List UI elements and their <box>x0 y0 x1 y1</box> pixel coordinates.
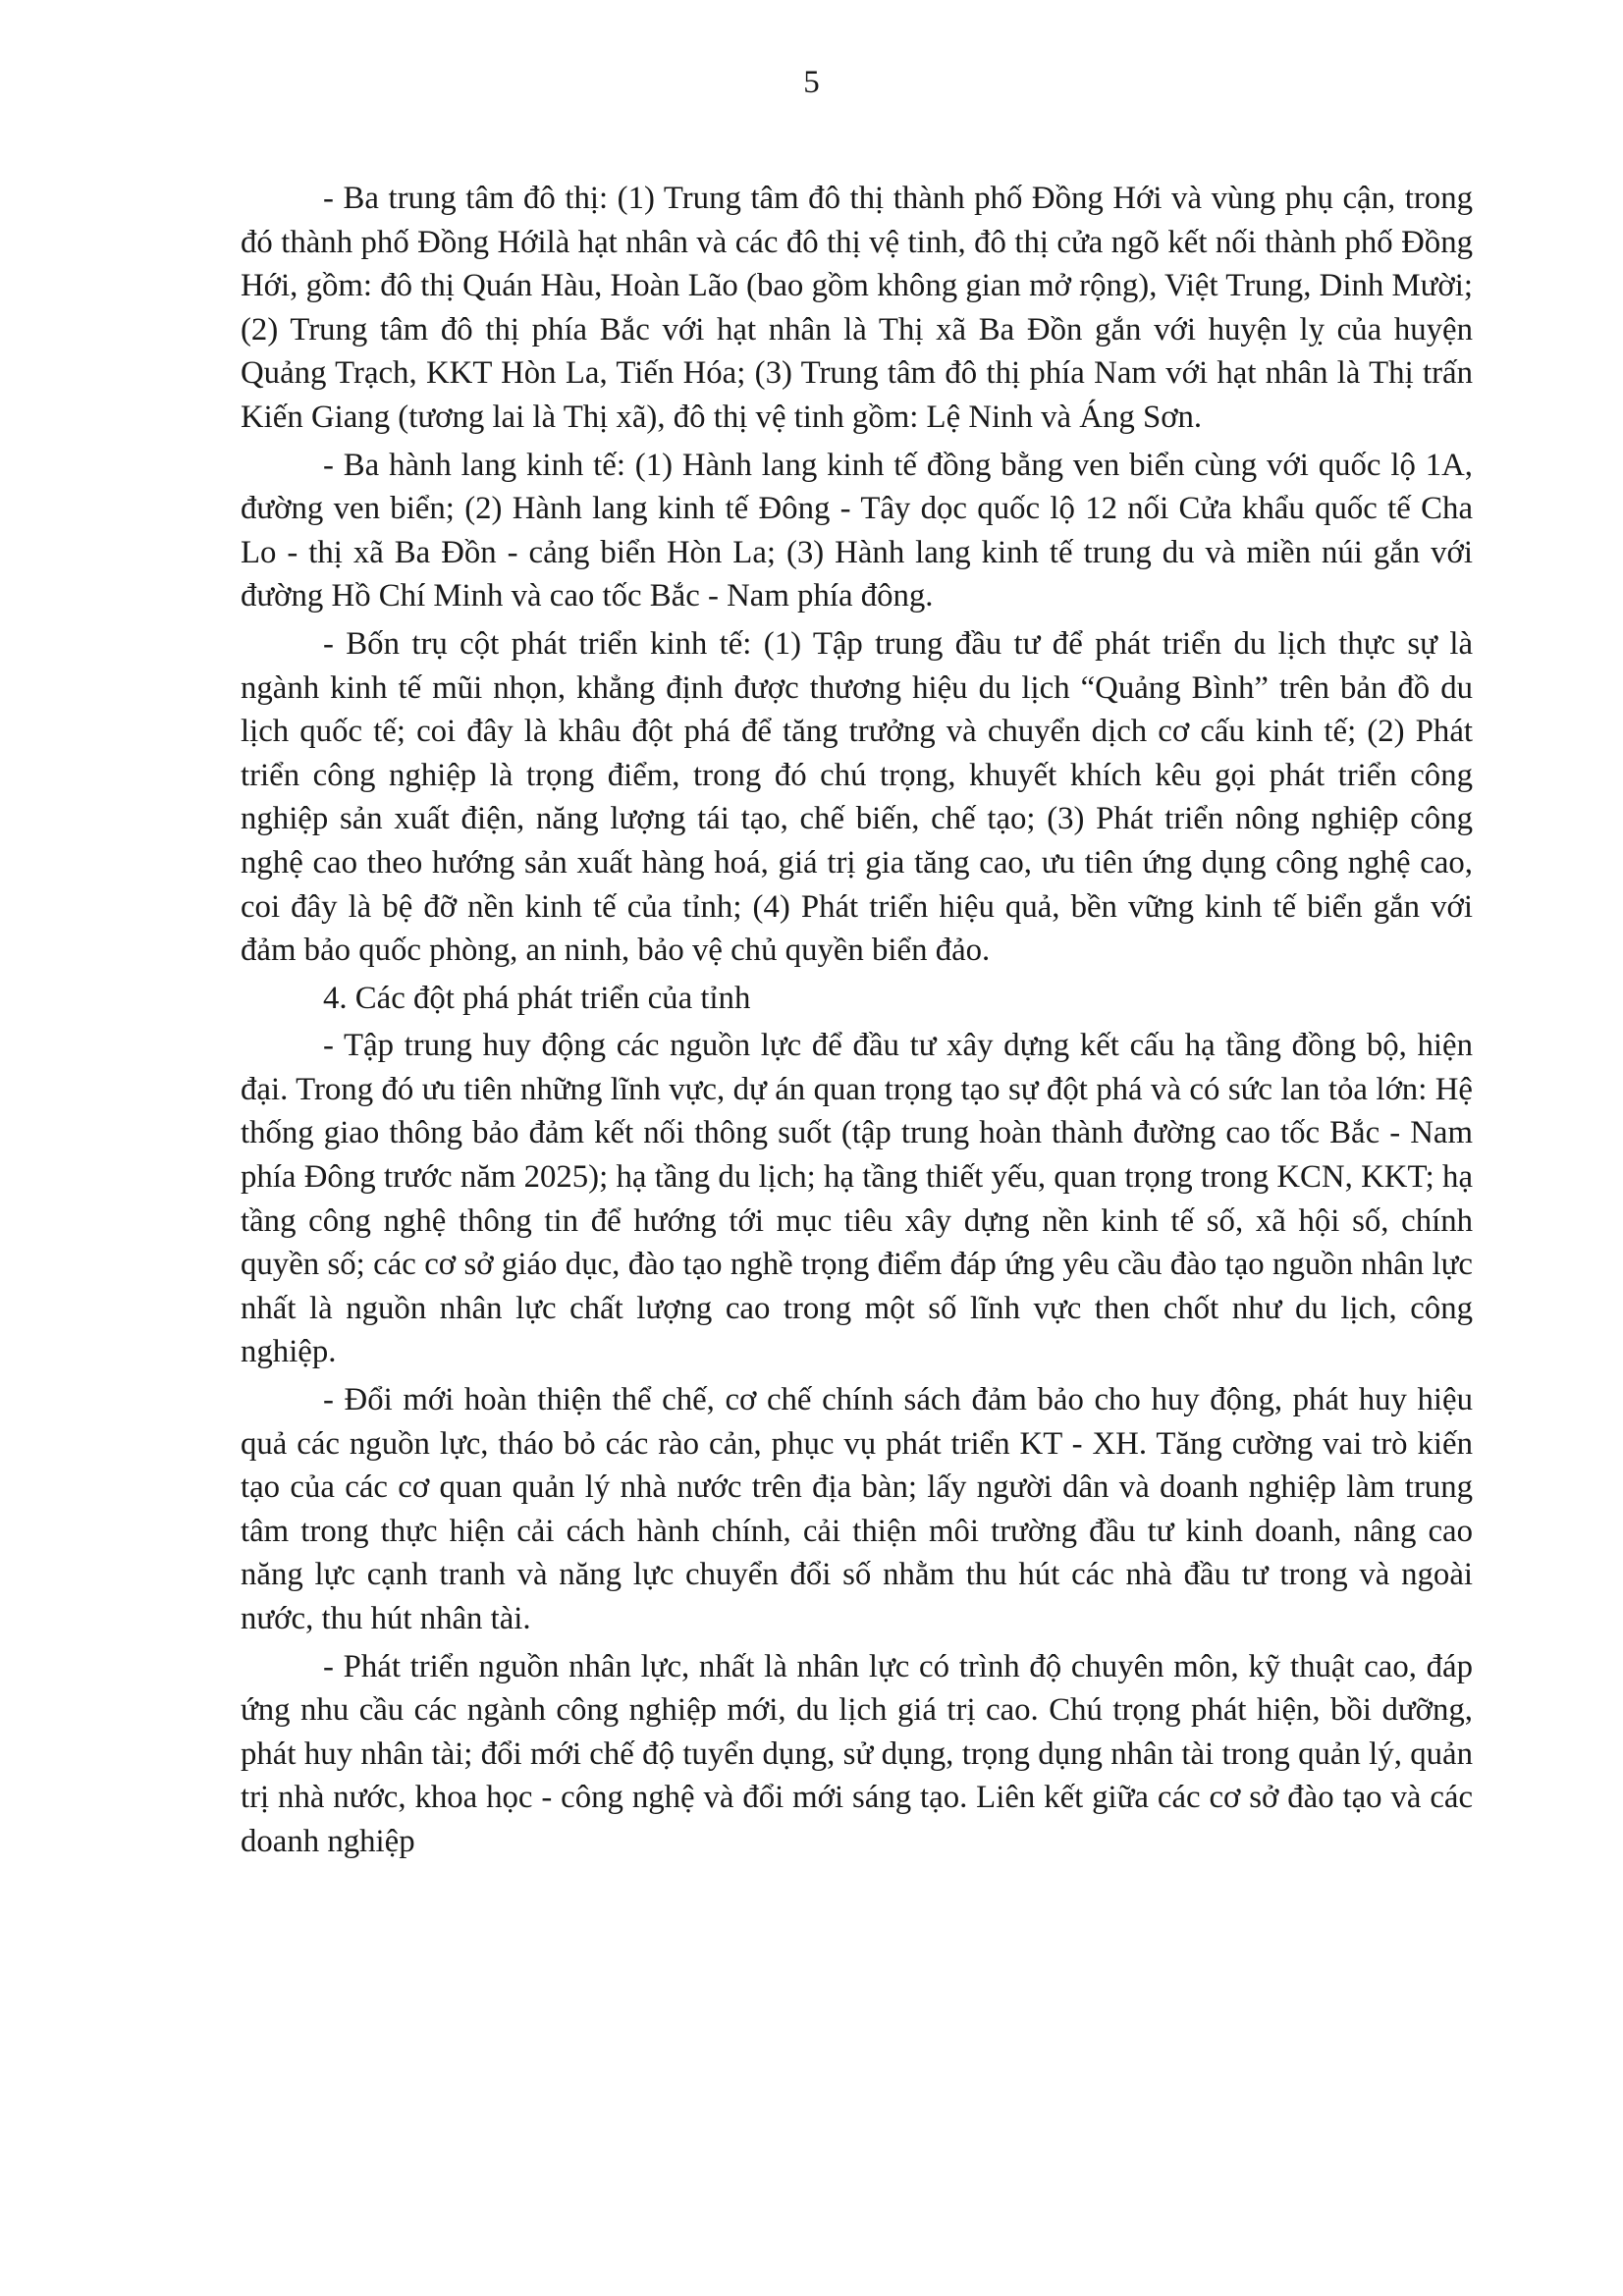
paragraph-institutions: - Đổi mới hoàn thiện thể chế, cơ chế chính sách đảm bảo cho huy động, phát huy hiệu quả các nguồn lực, tháo bỏ các rào cản, phục vụ phát triển KT - XH. Tăng cường vai trò kiến tạo của các cơ quan quản lý nhà nước trên địa bàn; lấy người dân và doanh nghiệp làm trung tâm trong thực hiện cải cách hành chính, cải thiện môi trường đầu tư kinh doanh, nâng cao năng lực cạnh tranh và năng lực chuyển đổi số nhằm thu hút các nhà đầu tư trong và ngoài nước, thu hút nhân tài. <box>241 1382 1473 1636</box>
section-heading-breakthroughs: 4. Các đột phá phát triển của tỉnh <box>323 980 751 1016</box>
paragraph-urban-centers: - Ba trung tâm đô thị: (1) Trung tâm đô thị thành phố Đồng Hới và vùng phụ cận, trong đó thành phố Đồng Hớilà hạt nhân và các đô thị vệ tinh, đô thị cửa ngõ kết nối thành phố Đồng Hới, gồm: đô thị Quán Hàu, Hoàn Lão (bao gồm không gian mở rộng), Việt Trung, Dinh Mười; (2) Trung tâm đô thị phía Bắc với hạt nhân là Thị xã Ba Đồn gắn với huyện lỵ của huyện Quảng Trạch, KKT Hòn La, Tiến Hóa; (3) Trung tâm đô thị phía Nam với hạt nhân là Thị trấn Kiến Giang (tương lai là Thị xã), đô thị vệ tinh gồm: Lệ Ninh và Áng Sơn. <box>241 181 1473 435</box>
page-number: 5 <box>803 65 820 100</box>
paragraph-economic-pillars: - Bốn trụ cột phát triển kinh tế: (1) Tập trung đầu tư để phát triển du lịch thực sự là ngành kinh tế mũi nhọn, khẳng định được thương hiệu du lịch “Quảng Bình” trên bản đồ du lịch quốc tế; coi đây là khâu đột phá để tăng trưởng và chuyển dịch cơ cấu kinh tế; (2) Phát triển công nghiệp là trọng điểm, trong đó chú trọng, khuyết khích kêu gọi phát triển công nghiệp sản xuất điện, năng lượng tái tạo, chế biến, chế tạo; (3) Phát triển nông nghiệp công nghệ cao theo hướng sản xuất hàng hoá, giá trị gia tăng cao, ưu tiên ứng dụng công nghệ cao, coi đây là bệ đỡ nền kinh tế của tỉnh; (4) Phát triển hiệu quả, bền vững kinh tế biển gắn với đảm bảo quốc phòng, an ninh, bảo vệ chủ quyền biển đảo. <box>241 625 1473 969</box>
paragraph-infrastructure: - Tập trung huy động các nguồn lực để đầu tư xây dựng kết cấu hạ tầng đồng bộ, hiện đại. Trong đó ưu tiên những lĩnh vực, dự án quan trọng tạo sự đột phá và có sức lan tỏa lớn: Hệ thống giao thông bảo đảm kết nối thông suốt (tập trung hoàn thành đường cao tốc Bắc - Nam phía Đông trước năm 2025); hạ tầng du lịch; hạ tầng thiết yếu, quan trọng trong KCN, KKT; hạ tầng công nghệ thông tin để hướng tới mục tiêu xây dựng nền kinh tế số, xã hội số, chính quyền số; các cơ sở giáo dục, đào tạo nghề trọng điểm đáp ứng yêu cầu đào tạo nguồn nhân lực nhất là nguồn nhân lực chất lượng cao trong một số lĩnh vực then chốt như du lịch, công nghiệp. <box>241 1028 1473 1370</box>
paragraph-economic-corridors: - Ba hành lang kinh tế: (1) Hành lang kinh tế đồng bằng ven biển cùng với quốc lộ 1A, đường ven biển; (2) Hành lang kinh tế Đông - Tây dọc quốc lộ 12 nối Cửa khẩu quốc tế Cha Lo - thị xã Ba Đồn - cảng biển Hòn La; (3) Hành lang kinh tế trung du và miền núi gắn với đường Hồ Chí Minh và cao tốc Bắc - Nam phía đông. <box>241 447 1473 614</box>
paragraph-human-resources: - Phát triển nguồn nhân lực, nhất là nhân lực có trình độ chuyên môn, kỹ thuật cao, đáp ứng nhu cầu các ngành công nghiệp mới, du lịch giá trị cao. Chú trọng phát hiện, bồi dưỡng, phát huy nhân tài; đổi mới chế độ tuyển dụng, sử dụng, trọng dụng nhân tài trong quản lý, quản trị nhà nước, khoa học - công nghệ và đổi mới sáng tạo. Liên kết giữa các cơ sở đào tạo và các doanh nghiệp <box>241 1648 1473 1859</box>
document-body <box>241 177 1473 1868</box>
